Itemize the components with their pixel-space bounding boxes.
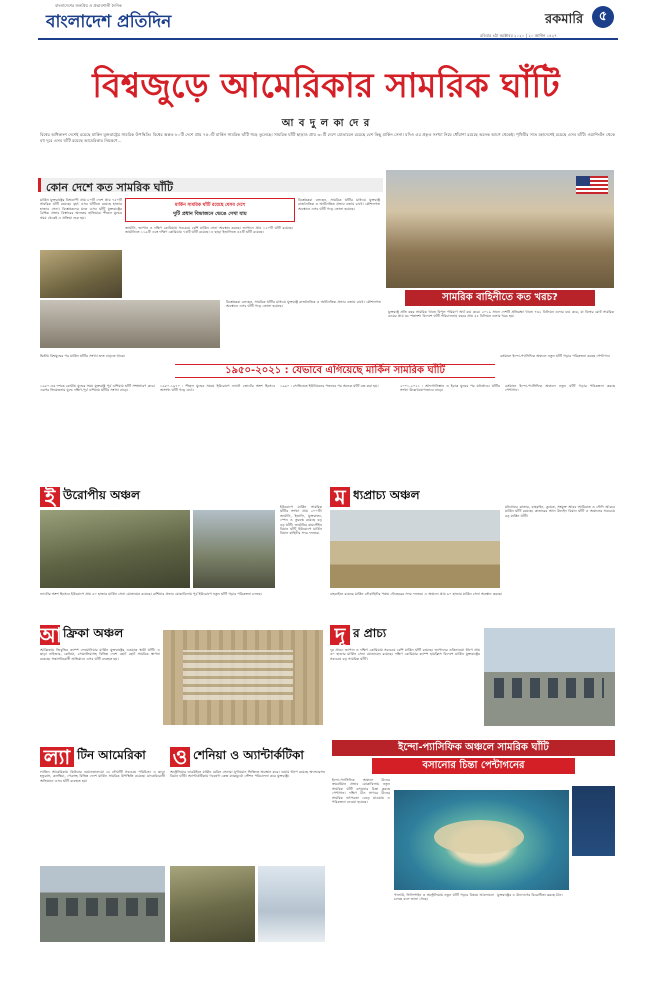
region-europe-initial: ই: [40, 487, 60, 507]
us-flag-icon: [576, 176, 608, 194]
region-africa-title: ফ্রিকা অঞ্চল: [63, 626, 124, 640]
latin-america-jets-photo: [40, 866, 165, 942]
page-number-value: ৫: [598, 8, 608, 24]
section2-title: সামরিক বাহিনীতে কত খরচ?: [442, 291, 558, 303]
europe-body-2: ন্যাটোর অংশ হিসেবে ইউরোপে প্রায় ৬০ হাজার মার্কিন সেনা মোতায়েন রয়েছে। রাশিয়ার প্রভাব মোকাবিলায় পূর্ব ইউরোপে নতুন ঘাঁটি গড়ার পরিকল্পনা চলছে।: [40, 592, 262, 596]
timeline-col4: ২০০১-২০২১ : আফগানিস্তান ও ইরাক যুদ্ধের পর মধ্যপ্রাচ্যে ঘাঁটির সংখ্যা উল্লেখযোগ্যভাবে বাড়ে।: [400, 384, 500, 393]
section1-col2: জার্মানি, জাপান ও দক্ষিণ কোরিয়ায় সবচেয়ে বেশি মার্কিন সেনা অবস্থান করছে। জাপানে প্রায় ১২০টি ঘাঁটি রয়েছে। জার্মানিতে ১১৯টি এবং দক্ষিণ কোরিয়ায় ৭৩টি ঘাঁটি রয়েছে। এ ছাড়া ইতালিতে ৪৪টি ঘাঁটি রয়েছে।: [125, 226, 293, 235]
troops-formation-photo: [386, 170, 614, 288]
region-europe-title: উরোপীয় অঞ্চল: [63, 488, 140, 502]
africa-base-aerial-photo: [163, 630, 323, 725]
island-aerial-photo: [394, 790, 569, 890]
section-name: রকমারি: [545, 12, 584, 27]
europe-soldiers-photo: [40, 510, 190, 588]
far-east-aircraft-photo: [484, 628, 615, 726]
intro-paragraph: বিশ্বের অধিকাংশ দেশেই রয়েছে মার্কিন যুক্তরাষ্ট্রের সামরিক উপস্থিতি। বিশ্বের অন্তত ৮০টি দেশে প্রায় ৭৫০টি মার্কিন সামরিক ঘাঁটি গড়ে তুলেছে। সামরিক ঘাঁটি ছাড়াও প্রায় ৩০টি দেশে মোতায়েন রয়েছে বেশ কিছু মার্কিন সেনা। যদিও এর প্রকৃত সংখ্যা নিয়ে ধোঁয়াশা রয়েছে অনেক আগে থেকেই। পৃথিবীর সাত মহাদেশেই রয়েছে এসব ঘাঁটি। ওয়াশিংটন থেকে বহু দূরে এসব ঘাঁটি রয়েছে আমেরিকার নিয়ন্ত্রণে...: [40, 132, 615, 143]
africa-body: আফ্রিকায় জিবুতির ক্যাম্প লেমোনিয়ার মার্কিন যুক্তরাষ্ট্রের একমাত্র স্থায়ী ঘাঁটি। এ ছাড়া নাইজার, কেনিয়া, সোমালিয়াসহ বিভিন্ন দেশে ছোট ছোট সামরিক স্থাপনা রয়েছে। সন্ত্রাসবিরোধী অভিযানে এসব ঘাঁটি ব্যবহৃত হয়।: [40, 648, 160, 661]
issue-date: রবিবার ৪ঠা অক্টোবর ২০২০ | ২০ আশ্বিন ১৪২৭: [480, 33, 557, 38]
timeline-header: [175, 364, 495, 378]
callout-subtitle: দুটি প্রধান বিভাজনে ভেঙে দেখা যায়: [173, 211, 247, 217]
timeline-col3: ১৯৯০ : সোভিয়েত ইউনিয়নের পতনের পর অনেক ঘাঁটি বন্ধ করা হয়।: [280, 384, 379, 388]
masthead: [0, 0, 650, 40]
timeline-col1: ১৯৫০-এর দশকে কোরীয় যুদ্ধের সময় যুক্তরাষ্ট্র পূর্ব এশিয়ায় ঘাঁটি সম্প্রসারণ করে। এরপর ভিয়েতনাম যুদ্ধে দক্ষিণ-পূর্ব এশিয়ায় ঘাঁটির সংখ্যা বাড়ে।: [40, 384, 155, 393]
main-headline: বিশ্বজুড়ে আমেরিকার সামরিক ঘাঁটি: [92, 66, 560, 106]
oceania-body: অস্ট্রেলিয়ার ডারউইনে মার্কিন মেরিন সেনারা ঘূর্ণায়মান ভিত্তিতে অবস্থান করে। গুয়াম দ্বীপে রয়েছে অ্যান্ডারসন বিমান ঘাঁটি। অ্যান্টার্কটিকায় গবেষণা কেন্দ্র ম্যাকমুর্ডো স্টেশন পরিচালনা করে যুক্তরাষ্ট্র।: [170, 770, 325, 779]
latin-america-body: লাতিন আমেরিকায় কিউবার গুয়ানতানামো বে নৌঘাঁটি সবচেয়ে পরিচিত। এ ছাড়া হন্ডুরাস, কলম্বিয়া, পেরুসহ বিভিন্ন দেশে মার্কিন সামরিক উপস্থিতি রয়েছে। মাদকবিরোধী অভিযানে এসব ঘাঁটি ব্যবহৃত হয়।: [40, 770, 165, 783]
middle-east-body: মধ্যপ্রাচ্যে কাতার, বাহরাইন, কুয়েত, সংযুক্ত আরব আমিরাত ও সৌদি আরবে মার্কিন ঘাঁটি রয়েছে। কাতারের আল উদেইদ বিমান ঘাঁটি এ অঞ্চলের সবচেয়ে বড় মার্কিন ঘাঁটি।: [505, 505, 615, 518]
indo-pacific-body-3: যুক্তরাষ্ট্রের এ উদ্যোগের বিরোধিতা করছে চীন।: [497, 893, 563, 897]
indo-pacific-title-line2: [372, 758, 575, 774]
section2-body: যুক্তরাষ্ট্র প্রতি বছর সামরিক খাতে বিপুল পরিমাণ অর্থ ব্যয় করে। ২০১৯ সালে দেশটি প্রতিরক্ষা খাতে ৭৩২ বিলিয়ন ডলার ব্যয় করে, যা বিশ্বের মোট সামরিক ব্যয়ের প্রায় ৩৮ শতাংশ। বিদেশে ঘাঁটি পরিচালনায় বছরে প্রায় ৫৫ বিলিয়ন ডলার খরচ হয়।: [388, 310, 614, 319]
region-africa-initial: আ: [38, 623, 62, 647]
region-latin-america-title: টিন আমেরিকা: [77, 748, 146, 762]
indo-pacific-body-2: পালাউ, ফিলিপাইন ও অস্ট্রেলিয়ায় নতুন ঘাঁটি গড়ার বিষয়ে আলোচনা চলছে বলে জানা গেছে।: [394, 893, 494, 902]
section1-col4: বিশ্লেষকরা বলছেন, সামরিক ঘাঁটির মাধ্যমে যুক্তরাষ্ট্র রাজনৈতিক ও অর্থনৈতিক প্রভাব বজায় রাখে। কৌশলগত অবস্থানে এসব ঘাঁটি গড়ে তোলা হয়েছে।: [226, 300, 381, 309]
region-middle-east-initial: ম: [330, 487, 350, 507]
page-number: [592, 6, 614, 28]
region-oceania-title: শেনিয়া ও অ্যান্টার্কটিকা: [193, 748, 304, 762]
middle-east-body-2: বাহরাইনে রয়েছে মার্কিন নৌবাহিনীর পঞ্চম নৌবহরের সদর দফতর। এ অঞ্চলে প্রায় ৬০ হাজার মার্কিন সেনা অবস্থান করছে।: [330, 592, 503, 596]
region-far-east-title: র প্রাচ্য: [353, 626, 387, 640]
region-middle-east-header: [330, 487, 420, 507]
soldiers-photo-1: [40, 250, 122, 298]
region-europe-header: [40, 487, 140, 507]
region-far-east-initial: দূ: [330, 625, 350, 645]
antarctica-station-photo: [258, 866, 325, 942]
callout-box: [125, 198, 295, 222]
europe-marching-photo: [193, 510, 275, 588]
middle-east-airbase-photo: [330, 510, 500, 588]
region-far-east-header: [330, 625, 386, 645]
section2-header: [405, 290, 595, 306]
uniformed-officers-photo: [40, 300, 220, 348]
timeline-title: ১৯৫০-২০২১ : যেভাবে এগিয়েছে মার্কিন সামরিক ঘাঁটি: [225, 364, 445, 376]
masthead-rule: [38, 38, 618, 40]
indo-pacific-map-photo: [572, 786, 615, 856]
indo-pacific-title-2: বসানোর চিন্তা পেন্টাগনের: [422, 760, 525, 771]
section1-col3: বিশ্লেষকরা বলছেন, সামরিক ঘাঁটির মাধ্যমে যুক্তরাষ্ট্র রাজনৈতিক ও অর্থনৈতিক প্রভাব বজায় রাখে। কৌশলগত অবস্থানে এসব ঘাঁটি গড়ে তোলা হয়েছে।: [298, 198, 380, 211]
indo-pacific-header: [332, 740, 615, 774]
byline: আ ব দু ল কা দে র: [281, 118, 371, 129]
oceania-soldiers-photo: [170, 866, 255, 942]
timeline-col2: ১৯৫০-১৯৭০ : শীতল যুদ্ধের সময়ে ইউরোপে ন্যাটো জোটের অংশ হিসেবে অসংখ্য ঘাঁটি গড়ে ওঠে।: [160, 384, 275, 393]
region-oceania-initial: ও: [170, 747, 190, 767]
europe-body: ইউরোপে মার্কিন সামরিক ঘাঁটির সংখ্যা প্রায় ২০০টি। জার্মানি, ইতালি, যুক্তরাজ্য, স্পেন ও তুরস্কে রয়েছে বড় বড় ঘাঁটি। জার্মানির রামস্টেইন বিমান ঘাঁটি ইউরোপে মার্কিন বিমান বাহিনীর সদর দফতর।: [280, 505, 322, 536]
section1-title: কোন দেশে কত সামরিক ঘাঁটি: [46, 181, 173, 194]
region-africa-header: [40, 625, 123, 645]
section1-header: [38, 178, 383, 192]
masthead-tagline: বাংলাদেশের জনপ্রিয় ও প্রভাবশালী দৈনিক: [55, 3, 122, 8]
region-oceania-header: [170, 747, 304, 767]
indo-pacific-title-line1: [332, 740, 615, 756]
region-middle-east-title: ধ্যপ্রাচ্য অঞ্চল: [353, 488, 420, 502]
section1-col1: মার্কিন যুক্তরাষ্ট্রের বিশ্বব্যাপী প্রায় ৮০টি দেশে প্রায় ৭৫০টি সামরিক ঘাঁটি রয়েছে। বৃহৎ এসব ঘাঁটিতে রয়েছে হাজার হাজার সেনা। বিশ্লেষকদের মতে এসব ঘাঁটি যুক্তরাষ্ট্রের বৈশ্বিক প্রভাব বিস্তারের অন্যতম হাতিয়ার। শীতল যুদ্ধের সময় থেকেই এ প্রক্রিয়া শুরু হয়।: [40, 198, 122, 220]
timeline-lead: দ্বিতীয় বিশ্বযুদ্ধের পর মার্কিন ঘাঁটির সংখ্যা দ্রুত বাড়তে থাকে।: [40, 354, 126, 358]
indo-pacific-title-1: ইন্দো-প্যাসিফিক অঞ্চলে সামরিক ঘাঁটি: [398, 742, 549, 753]
indo-pacific-body: ইন্দো-প্যাসিফিক অঞ্চলে চীনের ক্রমবর্ধমান প্রভাব মোকাবিলায় নতুন সামরিক ঘাঁটি বসানোর চিন্তা করছে পেন্টাগন। দক্ষিণ চীন সাগরে চীনের সামরিক তৎপরতা বেড়ে যাওয়ায় এ পরিকল্পনা নেওয়া হয়েছে।: [332, 778, 390, 805]
far-east-body: দূর প্রাচ্যে জাপান ও দক্ষিণ কোরিয়ায় সবচেয়ে বেশি মার্কিন ঘাঁটি রয়েছে। জাপানের ওকিনাওয়া দ্বীপে প্রায় ৩০ হাজার মার্কিন সেনা মোতায়েন রয়েছে। দক্ষিণ কোরিয়ার ক্যাম্প হামফ্রিস বিদেশে মার্কিন যুক্তরাষ্ট্রের সবচেয়ে বড় সামরিক ঘাঁটি।: [330, 648, 480, 661]
timeline-col5: বর্তমানে ইন্দো-প্যাসিফিক অঞ্চলে নতুন ঘাঁটি গড়ার পরিকল্পনা করছে পেন্টাগন।: [505, 384, 615, 393]
region-latin-america-initial: ল্যা: [40, 747, 74, 767]
callout-title: মার্কিন সামরিক ঘাঁটি রয়েছে যেসব দেশে: [174, 203, 246, 208]
timeline-lead-right: বর্তমানে ইন্দো-প্যাসিফিক অঞ্চলে নতুন ঘাঁটি গড়ার পরিকল্পনা করছে পেন্টাগন।: [500, 354, 611, 358]
region-latin-america-header: [40, 747, 146, 767]
newspaper-logo: বাংলাদেশ প্রতিদিন: [46, 12, 172, 32]
